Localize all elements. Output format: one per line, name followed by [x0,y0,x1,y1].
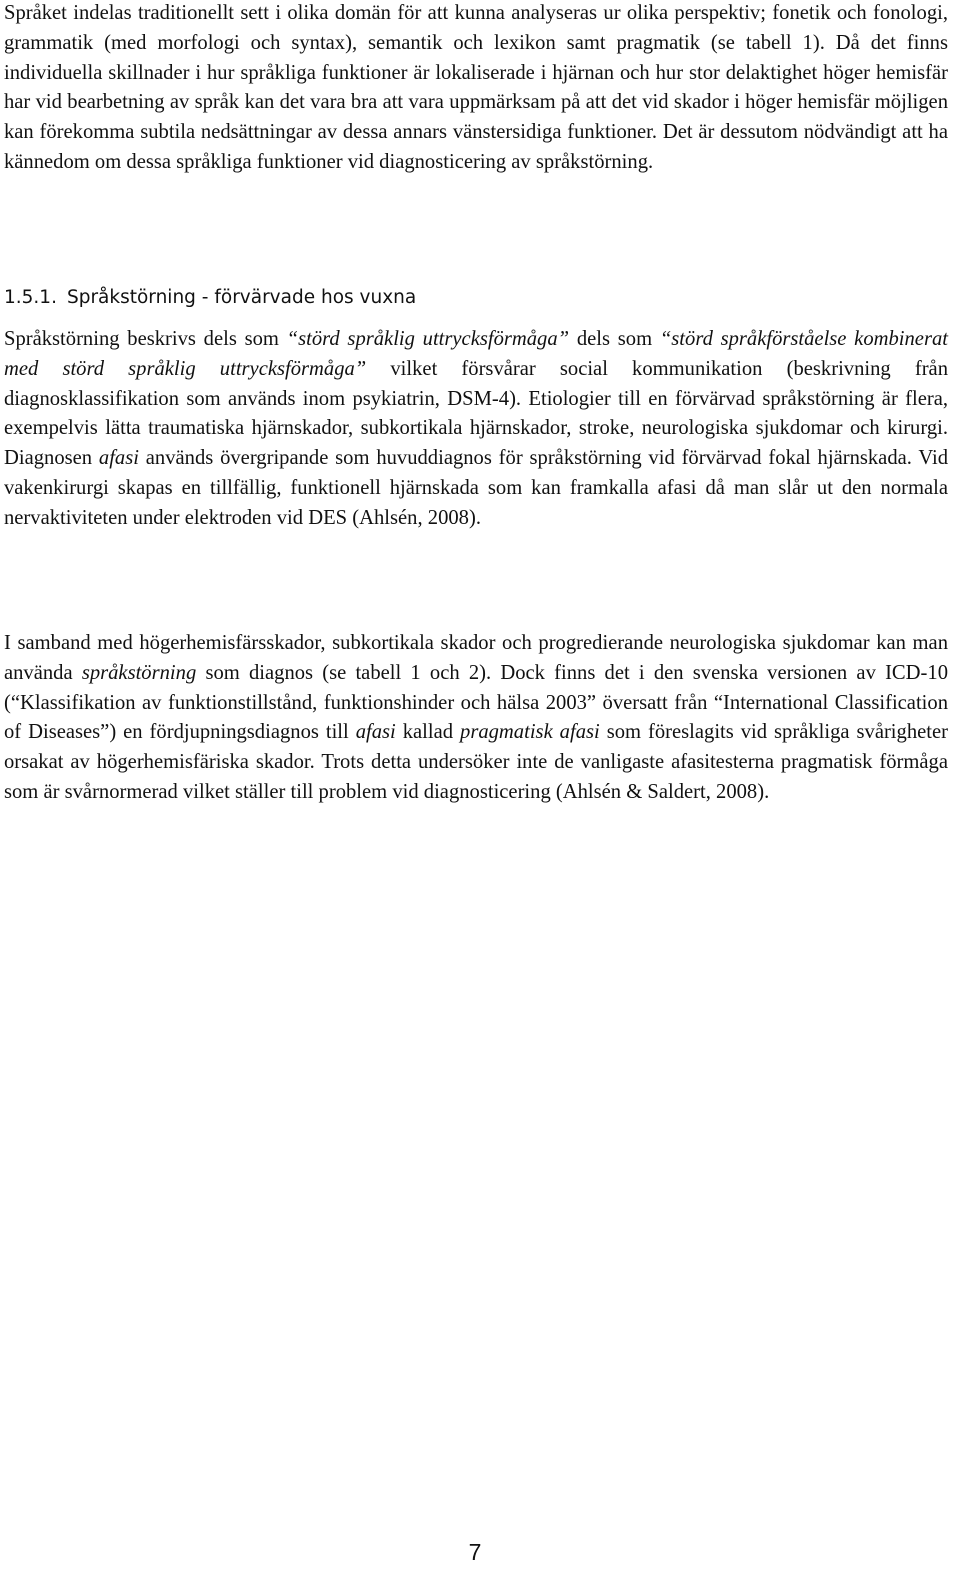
section-number: 1.5.1. [4,287,57,308]
paragraph-text: I samband med högerhemisfärsskador, subkortikala skador och progredierande neurologiska sjukdomar kan man använda [4,632,948,684]
paragraph-text: som diagnos (se tabell 1 och 2). Dock finns det i den svenska versionen av ICD-10 (“Klassifikation av funktionstillstånd, funktionshinder och hälsa 2003” översatt från “International Classification of Diseases”) en fördjupningsdiagnos till [4,661,948,744]
paragraph-text: som föreslagits vid språkliga svårigheter orsakat av högerhemisfäriska skador. Trots detta undersöker inte de vanligaste afasitesterna pragmatisk förmåga som är svårnormerad vilket ställer till problem vid diagnosticering (Ahlsén & Saldert, 2008). [4,721,948,803]
paragraph-text: Språkstörning beskrivs dels som [4,328,287,350]
italic-term: afasi [355,721,396,744]
italic-quote: “störd språkförståelse kombinerat med störd språklig uttrycksförmåga” [4,328,948,380]
paragraph-language-domains [4,0,948,178]
section-heading [4,285,416,311]
paragraph-text: används övergripande som huvuddiagnos för språkstörning vid förvärvad fokal hjärnskada. Vid vakenkirurgi skapas en tillfällig, funktionell hjärnskada som kan framkalla afasi då man slår ut den normala nervaktiviteten under elektroden vid DES (Ahlsén, 2008). [4,447,949,529]
italic-quote: “störd språklig uttrycksförmåga” [286,328,570,350]
paragraph-text: vilket försvårar social kommunikation (beskrivning från diagnosklassifikation som används inom psykiatrin, DSM-4). Etiologier till en förvärvad språkstörning är flera, exempelvis lätta traumatiska hjärnskador, subkortikala hjärnskador, stroke, neurologiska sjukdomar och kirurgi. Diagnosen [4,357,948,470]
paragraph-text: kallad [395,721,461,744]
paragraph-language-disorder-definition [4,325,948,534]
paragraph-right-hemisphere-damage [4,629,948,808]
paragraph-text: Språket indelas traditionellt sett i olika domän för att kunna analyseras ur olika perspektiv; fonetik och fonologi, grammatik (med morfologi och syntax), semantik och lexikon samt pragmatik (se tabell 1). Då det finns individuella skillnader i hur språkliga funktioner är lokaliserade i hjärnan och hur stor delaktighet höger hemisfär har vid bearbetning av språk kan det vara bra att vara uppmärksam på att det vid skador i höger hemisfär möjligen kan förekomma subtila nedsättningar av dessa annars vänstersidiga funktioner. Det är dessutom nödvändigt att ha kännedom om dessa språkliga funktioner vid diagnosticering av språkstörning. [4,2,948,173]
page-number: 7 [468,1539,482,1565]
section-title: Språkstörning - förvärvade hos vuxna [66,287,417,308]
italic-term: pragmatisk afasi [460,721,600,744]
italic-term: språkstörning [81,661,197,684]
italic-term: afasi [98,447,139,470]
paragraph-text: dels som [569,328,660,350]
